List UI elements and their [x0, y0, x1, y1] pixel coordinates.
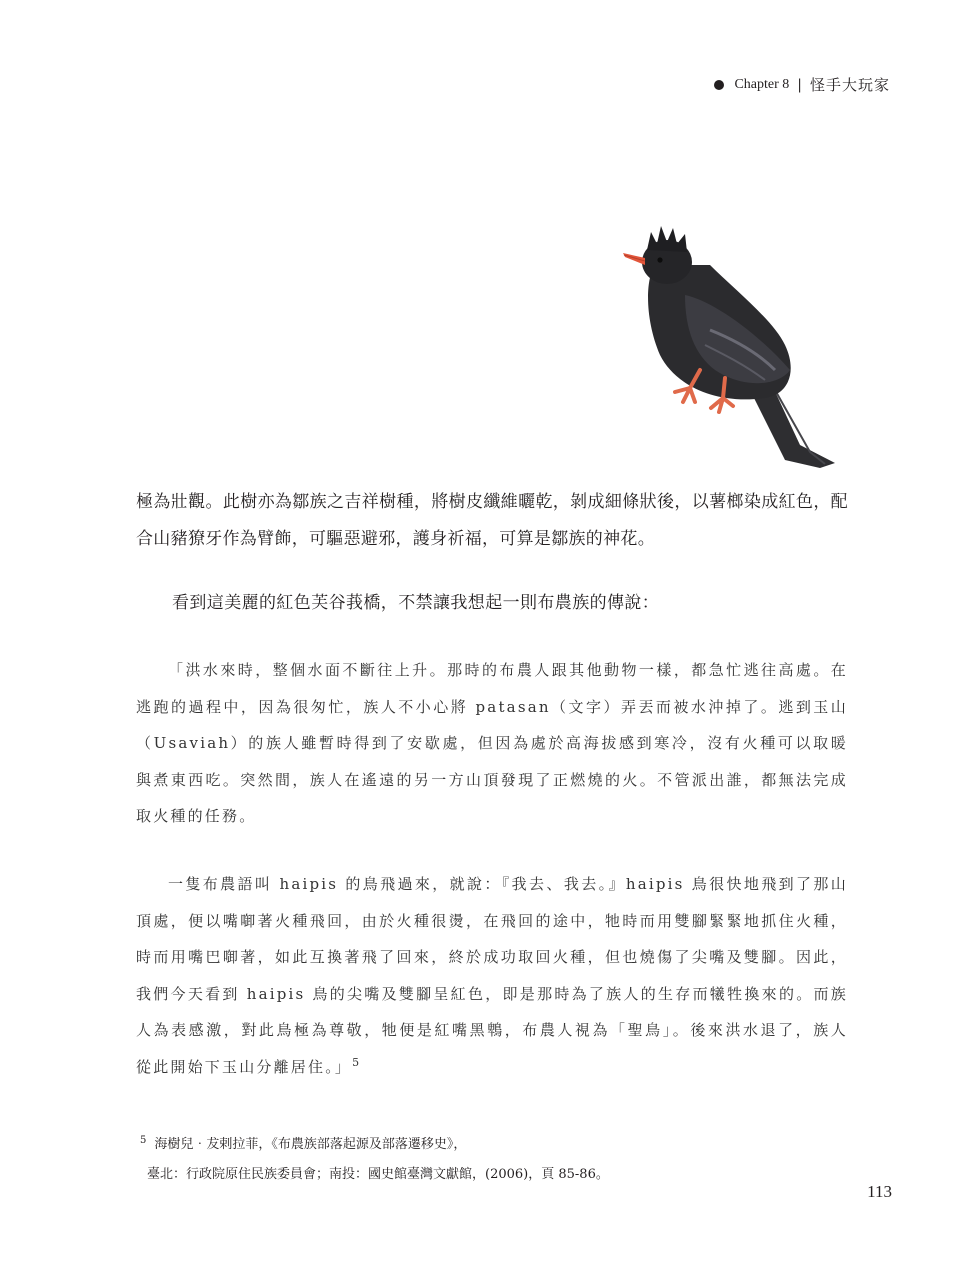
red-billed-black-bulbul-illustration [615, 220, 845, 470]
legend-paragraph-2-text: 一隻布農語叫 haipis 的鳥飛過來，就說：『我去、我去。』haipis 鳥很快地飛到了那山頂處，便以嘴啣著火種飛回，由於火種很燙，在飛回的途中，牠時而用雙腳緊緊地抓住火種，時而用嘴巴啣著，如此互換著飛了回來，終於成功取回火種，但也燒傷了尖嘴及雙腳。因此，我們今天看到 haipis 鳥的尖嘴及雙腳呈紅色，即是那時為了族人的生存而犧牲換來的。而族人為表感激，對此鳥極為尊敬，牠便是紅嘴黑鵯，布農人視為「聖鳥」。後來洪水退了，族人從此開始下玉山分離居住。」 [136, 875, 848, 1076]
legend-paragraph-1: 「洪水來時，整個水面不斷往上升。那時的布農人跟其他動物一樣，都急忙逃往高處。在逃跑的過程中，因為很匆忙，族人不小心將 patasan（文字）弄丟而被水沖掉了。逃到玉山（Usaviah）的族人雖暫時得到了安歇處，但因為處於高海拔感到寒冷，沒有火種可以取暖與煮東西吃。突然間，族人在遙遠的另一方山頂發現了正燃燒的火。不管派出誰，都無法完成取火種的任務。 [136, 661, 848, 825]
page-number: 113 [867, 1182, 892, 1201]
legend-paragraph-2 [136, 866, 848, 1085]
footnote-citation: 海樹兒‧犮剌拉菲，《布農族部落起源及部落遷移史》， [154, 1137, 467, 1152]
bird-eye [657, 257, 662, 262]
footnote-number: 5 [140, 1135, 147, 1146]
footnote-reference[interactable]: 5 [352, 1055, 360, 1069]
footnote-line-2: 臺北：行政院原住民族委員會；南投：國史館臺灣文獻館，(2006)，頁 85-86。 [147, 1167, 609, 1182]
footnote [140, 1126, 860, 1190]
footnote-line-1 [140, 1126, 860, 1160]
bullet-dot [714, 80, 724, 90]
header-separator: | [797, 76, 802, 93]
body-paragraph-1: 極為壯觀。此樹亦為鄒族之吉祥樹種，將樹皮纖維曬乾，剝成細條狀後，以薯榔染成紅色，配合山豬獠牙作為臂飾，可驅惡避邪，護身祈福，可算是鄒族的神花。 [136, 492, 848, 549]
chapter-label: Chapter 8 [734, 76, 790, 92]
body-paragraph-2: 看到這美麗的紅色芙谷莪橋，不禁讓我想起一則布農族的傳說： [172, 593, 660, 613]
bird-beak [623, 253, 645, 265]
bird-crest [647, 226, 687, 252]
chapter-title: 怪手大玩家 [809, 76, 890, 94]
running-header [714, 74, 890, 95]
